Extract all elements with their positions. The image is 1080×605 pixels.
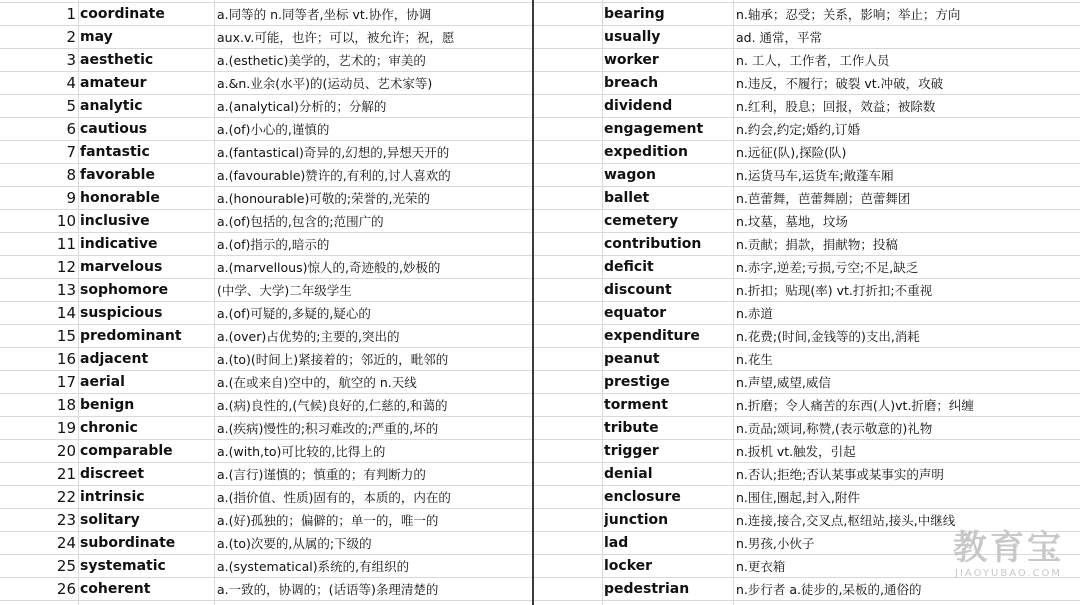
word-cell[interactable]: engagement <box>604 121 704 137</box>
table-row <box>0 209 1080 232</box>
definition-cell[interactable]: (中学、大学)二年级学生 <box>217 283 352 298</box>
definition-cell[interactable]: n. 工人，工作者，工作人员 <box>736 53 890 68</box>
row-number[interactable]: 13 <box>56 281 76 299</box>
definition-cell[interactable]: a.&n.业余(水平)的(运动员、艺术家等) <box>217 76 433 91</box>
row-number[interactable]: 14 <box>56 304 76 322</box>
table-row <box>0 393 1080 416</box>
table-row <box>0 324 1080 347</box>
table-row <box>0 140 1080 163</box>
row-number[interactable]: 20 <box>56 442 76 460</box>
definition-cell[interactable]: a.(of)可疑的,多疑的,疑心的 <box>217 306 371 321</box>
word-cell[interactable]: torment <box>604 397 668 413</box>
definition-cell[interactable]: a.(analytical)分析的；分解的 <box>217 99 387 114</box>
definition-cell[interactable]: a.(favourable)赞许的,有利的,讨人喜欢的 <box>217 168 451 183</box>
word-cell[interactable]: pedestrian <box>604 581 690 597</box>
word-cell[interactable]: tribute <box>604 420 659 436</box>
row-number[interactable]: 18 <box>56 396 76 414</box>
word-cell[interactable]: honorable <box>80 190 160 206</box>
table-row <box>0 301 1080 324</box>
definition-cell[interactable]: a.(疾病)慢性的;积习难改的;严重的,坏的 <box>217 421 439 436</box>
definition-cell[interactable]: n.折磨；令人痛苦的东西(人)vt.折磨；纠缠 <box>736 398 974 413</box>
row-number[interactable]: 6 <box>66 120 76 138</box>
row-number[interactable]: 8 <box>66 166 76 184</box>
row-number[interactable]: 23 <box>56 511 76 529</box>
word-cell[interactable]: solitary <box>80 512 140 528</box>
definition-cell[interactable]: a.(systematical)系统的,有组织的 <box>217 559 410 574</box>
definition-cell[interactable]: a.(病)良性的,(气候)良好的,仁慈的,和蔼的 <box>217 398 448 413</box>
word-cell[interactable]: favorable <box>80 167 155 183</box>
definition-cell[interactable]: a.同等的 n.同等者,坐标 vt.协作，协调 <box>217 7 432 22</box>
table-row <box>0 2 1080 25</box>
definition-cell[interactable]: a.(with,to)可比较的,比得上的 <box>217 444 386 459</box>
definition-cell[interactable]: a.(to)次要的,从属的;下级的 <box>217 536 372 551</box>
word-cell[interactable]: coordinate <box>80 6 165 22</box>
definition-cell[interactable]: a.(好)孤独的；偏僻的；单一的，唯一的 <box>217 513 439 528</box>
table-row <box>0 71 1080 94</box>
word-cell[interactable]: dividend <box>604 98 673 114</box>
row-number[interactable]: 4 <box>66 74 76 92</box>
word-cell[interactable]: subordinate <box>80 535 176 551</box>
word-cell[interactable]: discount <box>604 282 672 298</box>
table-row <box>0 462 1080 485</box>
row-number[interactable]: 1 <box>66 5 76 23</box>
definition-cell[interactable]: a.(esthetic)美学的，艺术的；审美的 <box>217 53 426 68</box>
word-cell[interactable]: systematic <box>80 558 166 574</box>
word-cell[interactable]: cautious <box>80 121 148 137</box>
watermark-url: JIAOYUBAO.COM <box>955 568 1062 579</box>
word-cell[interactable]: aesthetic <box>80 52 154 68</box>
row-gridline <box>0 600 1080 601</box>
table-row <box>0 531 1080 554</box>
word-cell[interactable]: peanut <box>604 351 660 367</box>
table-row <box>0 416 1080 439</box>
definition-cell[interactable]: a.(言行)谨慎的；慎重的；有判断力的 <box>217 467 426 482</box>
word-cell[interactable]: adjacent <box>80 351 149 367</box>
definition-cell[interactable]: n.连接,接合,交叉点,枢纽站,接头,中继线 <box>736 513 956 528</box>
row-number[interactable]: 9 <box>66 189 76 207</box>
word-cell[interactable]: benign <box>80 397 135 413</box>
definition-cell[interactable]: n.扳机 vt.触发，引起 <box>736 444 856 459</box>
table-row <box>0 48 1080 71</box>
word-cell[interactable]: cemetery <box>604 213 679 229</box>
row-number[interactable]: 19 <box>56 419 76 437</box>
word-cell[interactable]: denial <box>604 466 653 482</box>
word-cell[interactable]: contribution <box>604 236 702 252</box>
definition-cell[interactable]: a.(over)占优势的;主要的,突出的 <box>217 329 400 344</box>
definition-cell[interactable]: n.步行者 a.徒步的,呆板的,通俗的 <box>736 582 922 597</box>
table-row <box>0 117 1080 140</box>
word-cell[interactable]: fantastic <box>80 144 150 160</box>
row-number[interactable]: 2 <box>66 28 76 46</box>
definition-cell[interactable]: a.一致的，协调的；(话语等)条理清楚的 <box>217 582 439 597</box>
row-number[interactable]: 12 <box>56 258 76 276</box>
row-number[interactable]: 26 <box>56 580 76 598</box>
definition-cell[interactable]: n.约会,约定;婚约,订婚 <box>736 122 861 137</box>
definition-cell[interactable]: n.赤道 <box>736 306 773 321</box>
word-cell[interactable]: trigger <box>604 443 659 459</box>
definition-cell[interactable]: a.(of)包括的,包含的;范围广的 <box>217 214 384 229</box>
word-cell[interactable]: marvelous <box>80 259 163 275</box>
row-number[interactable]: 10 <box>56 212 76 230</box>
word-cell[interactable]: expenditure <box>604 328 700 344</box>
row-number[interactable]: 3 <box>66 51 76 69</box>
word-cell[interactable]: coherent <box>80 581 151 597</box>
word-cell[interactable]: sophomore <box>80 282 169 298</box>
table-row <box>0 439 1080 462</box>
word-cell[interactable]: inclusive <box>80 213 150 229</box>
word-cell[interactable]: lad <box>604 535 629 551</box>
definition-cell[interactable]: a.(在或来自)空中的，航空的 n.天线 <box>217 375 417 390</box>
definition-cell[interactable]: a.(指价值、性质)固有的，本质的，内在的 <box>217 490 451 505</box>
definition-cell[interactable]: n.坟墓，墓地，坟场 <box>736 214 848 229</box>
word-cell[interactable]: junction <box>604 512 669 528</box>
table-row <box>0 508 1080 531</box>
word-cell[interactable]: indicative <box>80 236 158 252</box>
definition-cell[interactable]: n.花费;(时间,金钱等的)支出,消耗 <box>736 329 920 344</box>
word-cell[interactable]: wagon <box>604 167 656 183</box>
definition-cell[interactable]: n.折扣；贴现(率) vt.打折扣;不重视 <box>736 283 933 298</box>
word-cell[interactable]: usually <box>604 29 661 45</box>
table-row <box>0 370 1080 393</box>
definition-cell[interactable]: a.(honourable)可敬的;荣誉的,光荣的 <box>217 191 431 206</box>
row-number[interactable]: 16 <box>56 350 76 368</box>
definition-cell[interactable]: n.红利，股息；回报，效益；被除数 <box>736 99 936 114</box>
word-cell[interactable]: aerial <box>80 374 125 390</box>
table-row <box>0 554 1080 577</box>
definition-cell[interactable]: n.否认;拒绝;否认某事或某事实的声明 <box>736 467 944 482</box>
watermark-title: 教育宝 <box>953 528 1064 568</box>
table-row <box>0 255 1080 278</box>
row-number[interactable]: 15 <box>56 327 76 345</box>
definition-cell[interactable]: n.芭蕾舞，芭蕾舞剧；芭蕾舞团 <box>736 191 911 206</box>
table-row <box>0 278 1080 301</box>
word-cell[interactable]: comparable <box>80 443 173 459</box>
word-cell[interactable]: prestige <box>604 374 670 390</box>
word-cell[interactable]: deficit <box>604 259 654 275</box>
watermark <box>953 528 1064 579</box>
word-cell[interactable]: bearing <box>604 6 665 22</box>
definition-cell[interactable]: ad. 通常，平常 <box>736 30 823 45</box>
word-cell[interactable]: expedition <box>604 144 688 160</box>
row-number[interactable]: 17 <box>56 373 76 391</box>
word-cell[interactable]: analytic <box>80 98 143 114</box>
row-number[interactable]: 24 <box>56 534 76 552</box>
word-cell[interactable]: amateur <box>80 75 147 91</box>
definition-cell[interactable]: a.(of)小心的,谨慎的 <box>217 122 330 137</box>
word-cell[interactable]: enclosure <box>604 489 681 505</box>
definition-cell[interactable]: a.(fantastical)奇异的,幻想的,异想天开的 <box>217 145 450 160</box>
table-row <box>0 232 1080 255</box>
definition-cell[interactable]: n.贡献；捐款，捐献物；投稿 <box>736 237 898 252</box>
definition-cell[interactable]: n.男孩,小伙子 <box>736 536 815 551</box>
definition-cell[interactable]: n.围住,圈起,封入,附件 <box>736 490 860 505</box>
word-cell[interactable]: discreet <box>80 466 145 482</box>
table-row <box>0 186 1080 209</box>
word-cell[interactable]: intrinsic <box>80 489 145 505</box>
definition-cell[interactable]: a.(to)(时间上)紧接着的；邻近的，毗邻的 <box>217 352 449 367</box>
table-row <box>0 94 1080 117</box>
definition-cell[interactable]: a.(of)指示的,暗示的 <box>217 237 330 252</box>
definition-cell[interactable]: n.花生 <box>736 352 773 367</box>
row-number[interactable]: 21 <box>56 465 76 483</box>
definition-cell[interactable]: n.违反，不履行；破裂 vt.冲破，攻破 <box>736 76 944 91</box>
row-number[interactable]: 11 <box>56 235 76 253</box>
table-row <box>0 347 1080 370</box>
definition-cell[interactable]: n.更衣箱 <box>736 559 786 574</box>
word-cell[interactable]: suspicious <box>80 305 163 321</box>
word-cell[interactable]: worker <box>604 52 659 68</box>
row-number[interactable]: 25 <box>56 557 76 575</box>
table-row <box>0 163 1080 186</box>
word-cell[interactable]: may <box>80 29 113 45</box>
definition-cell[interactable]: n.轴承；忍受；关系，影响；举止；方向 <box>736 7 961 22</box>
row-number[interactable]: 5 <box>66 97 76 115</box>
definition-cell[interactable]: n.赤字,逆差;亏损,亏空;不足,缺乏 <box>736 260 919 275</box>
definition-cell[interactable]: aux.v.可能，也许；可以，被允许；祝，愿 <box>217 30 455 45</box>
word-cell[interactable]: equator <box>604 305 667 321</box>
definition-cell[interactable]: n.声望,威望,威信 <box>736 375 831 390</box>
table-row <box>0 485 1080 508</box>
word-cell[interactable]: predominant <box>80 328 182 344</box>
definition-cell[interactable]: n.运货马车,运货车;敞蓬车厢 <box>736 168 894 183</box>
definition-cell[interactable]: n.贡品;颂词,称赞,(表示敬意的)礼物 <box>736 421 933 436</box>
row-number[interactable]: 22 <box>56 488 76 506</box>
definition-cell[interactable]: n.远征(队),探险(队) <box>736 145 847 160</box>
definition-cell[interactable]: a.(marvellous)惊人的,奇迹般的,妙极的 <box>217 260 441 275</box>
word-cell[interactable]: chronic <box>80 420 138 436</box>
word-cell[interactable]: locker <box>604 558 653 574</box>
table-row <box>0 577 1080 600</box>
table-row <box>0 25 1080 48</box>
word-cell[interactable]: breach <box>604 75 659 91</box>
word-cell[interactable]: ballet <box>604 190 650 206</box>
row-number[interactable]: 7 <box>66 143 76 161</box>
